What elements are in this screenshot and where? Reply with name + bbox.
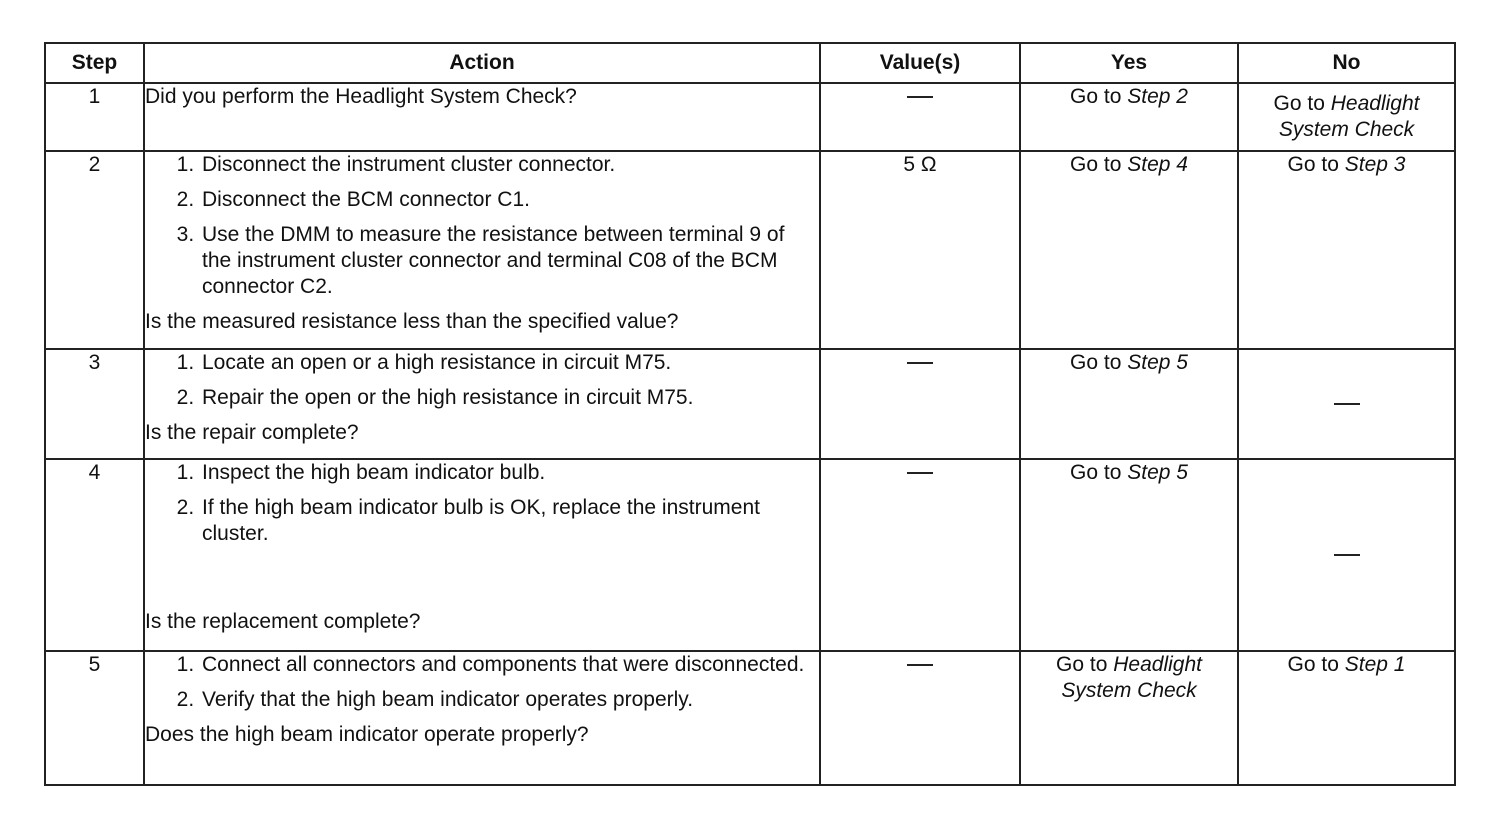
table-row: [45, 151, 1455, 349]
step-number: 5: [45, 651, 144, 785]
no-cell: [1238, 151, 1455, 349]
diagnostic-table: [44, 42, 1456, 786]
yes-target-link[interactable]: Step 4: [1127, 153, 1188, 176]
no-cell: [1238, 83, 1455, 151]
no-cell: [1238, 459, 1455, 651]
table-row: [45, 83, 1455, 151]
header-values: Value(s): [820, 43, 1020, 83]
yes-cell: [1020, 651, 1238, 785]
header-step: Step: [45, 43, 144, 83]
no-prefix: Go to: [1273, 92, 1331, 115]
yes-cell: [1020, 151, 1238, 349]
header-row: [45, 43, 1455, 83]
value-cell: [820, 349, 1020, 459]
no-prefix: Go to: [1287, 653, 1345, 676]
yes-target-link[interactable]: Step 2: [1127, 85, 1188, 108]
step-number: 2: [45, 151, 144, 349]
action-question: Is the replacement complete?: [145, 610, 421, 633]
action-question: Is the measured resistance less than the specified value?: [145, 310, 679, 333]
value-cell: [820, 83, 1020, 151]
no-target-link[interactable]: Step 3: [1344, 153, 1406, 176]
table-row: [45, 349, 1455, 459]
action-cell: [144, 349, 820, 459]
no-cell: [1238, 349, 1455, 459]
no-cell: [1238, 651, 1455, 785]
action-item: 2. Verify that the high beam indicator operates properly.: [200, 687, 819, 713]
yes-target-link[interactable]: Headlight System Check: [1061, 653, 1202, 702]
action-list: [145, 350, 819, 411]
header-yes: Yes: [1020, 43, 1238, 83]
step-number: 1: [45, 83, 144, 151]
dash-mark: [907, 362, 933, 364]
dash-mark: [907, 472, 933, 474]
action-item: 2. If the high beam indicator bulb is OK, replace the instrument cluster.: [200, 495, 819, 547]
yes-prefix: Go to: [1056, 653, 1114, 676]
action-item: 3. Use the DMM to measure the resistance between terminal 9 of the instrument cluster connector and terminal C08 of the BCM connector C2.: [200, 222, 819, 300]
yes-prefix: Go to: [1070, 85, 1128, 108]
yes-prefix: Go to: [1070, 153, 1128, 176]
table-row: [45, 651, 1455, 785]
yes-prefix: Go to: [1070, 461, 1128, 484]
action-list: [145, 152, 819, 300]
value-cell: [820, 651, 1020, 785]
yes-cell: [1020, 83, 1238, 151]
value-cell: [820, 459, 1020, 651]
header-no: No: [1238, 43, 1455, 83]
action-list: [145, 460, 819, 547]
no-prefix: Go to: [1287, 153, 1345, 176]
no-target-link[interactable]: Step 1: [1344, 653, 1406, 676]
dash-mark: [1334, 554, 1360, 556]
dash-mark: [907, 664, 933, 666]
yes-cell: [1020, 459, 1238, 651]
no-target-link[interactable]: Headlight System Check: [1278, 92, 1420, 141]
action-item: 1. Locate an open or a high resistance in circuit M75.: [200, 350, 819, 376]
step-number: 3: [45, 349, 144, 459]
step-number: 4: [45, 459, 144, 651]
action-cell: [144, 651, 820, 785]
header-action: Action: [144, 43, 820, 83]
value-cell: 5 Ω: [820, 151, 1020, 349]
yes-target-link[interactable]: Step 5: [1127, 461, 1188, 484]
dash-mark: [1334, 403, 1360, 405]
action-list: [145, 652, 819, 713]
action-item: 2. Disconnect the BCM connector C1.: [200, 187, 819, 213]
action-question: Is the repair complete?: [145, 421, 359, 444]
action-item: 1. Disconnect the instrument cluster connector.: [200, 152, 819, 178]
yes-prefix: Go to: [1070, 351, 1128, 374]
yes-target-link[interactable]: Step 5: [1127, 351, 1188, 374]
yes-cell: [1020, 349, 1238, 459]
action-item: 2. Repair the open or the high resistance in circuit M75.: [200, 385, 819, 411]
action-item: 1. Connect all connectors and components that were disconnected.: [200, 652, 819, 678]
action-cell: [144, 83, 820, 151]
table-row: [45, 459, 1455, 651]
action-cell: [144, 459, 820, 651]
action-cell: [144, 151, 820, 349]
action-question: Does the high beam indicator operate properly?: [145, 723, 589, 746]
dash-mark: [907, 96, 933, 98]
action-item: 1. Inspect the high beam indicator bulb.: [200, 460, 819, 486]
action-question: Did you perform the Headlight System Check?: [145, 85, 577, 108]
